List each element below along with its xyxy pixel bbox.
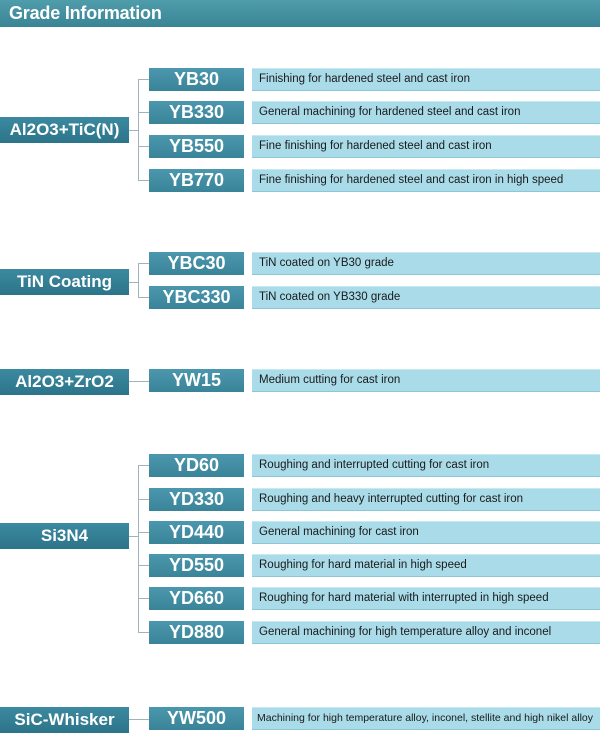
grade-code-badge: YB550	[149, 135, 244, 158]
tick-line	[138, 263, 149, 264]
tick-line	[138, 465, 149, 466]
grade-description: Medium cutting for cast iron	[252, 369, 600, 392]
grade-code-badge: YBC330	[149, 286, 244, 309]
tick-line	[138, 532, 149, 533]
grade-code-badge: YB330	[149, 101, 244, 124]
page-header	[0, 0, 600, 27]
grade-description: Fine finishing for hardened steel and cast iron	[252, 135, 600, 158]
grade-description: Fine finishing for hardened steel and cast iron in high speed	[252, 169, 600, 192]
grade-code-badge: YD330	[149, 488, 244, 511]
grade-group-al2o3-zro2	[0, 368, 600, 396]
grade-description: TiN coated on YB30 grade	[252, 252, 600, 275]
grade-description: Machining for high temperature alloy, inconel, stellite and high nikel alloy	[252, 707, 600, 730]
grade-group-sic-whisker	[0, 706, 600, 734]
grade-code-badge: YW15	[149, 369, 244, 392]
tick-line	[138, 632, 149, 633]
grade-code-badge: YB770	[149, 169, 244, 192]
grade-group-si3n4	[0, 453, 600, 648]
grade-code-badge: YB30	[149, 68, 244, 91]
category-label: Al2O3+ZrO2	[0, 369, 129, 395]
tick-line	[138, 79, 149, 80]
bracket-line	[138, 465, 139, 632]
tick-line	[138, 499, 149, 500]
grade-group-tin-coating	[0, 251, 600, 311]
category-label: TiN Coating	[0, 269, 129, 295]
grade-group-al2o3-tic	[0, 67, 600, 194]
grade-description: Finishing for hardened steel and cast iron	[252, 68, 600, 91]
tick-line	[138, 146, 149, 147]
grade-code-badge: YD60	[149, 454, 244, 477]
tick-line	[138, 180, 149, 181]
category-label: Al2O3+TiC(N)	[0, 117, 129, 143]
tick-line	[138, 297, 149, 298]
tick-line	[138, 112, 149, 113]
grade-description: TiN coated on YB330 grade	[252, 286, 600, 309]
grade-description: General machining for high temperature alloy and inconel	[252, 621, 600, 644]
bracket-line	[138, 79, 139, 180]
category-label: SiC-Whisker	[0, 707, 129, 733]
grade-code-badge: YD550	[149, 554, 244, 577]
grade-description: Roughing and heavy interrupted cutting for cast iron	[252, 488, 600, 511]
grade-description: General machining for hardened steel and cast iron	[252, 101, 600, 124]
grade-description: Roughing for hard material with interrupted in high speed	[252, 587, 600, 610]
grade-code-badge: YD660	[149, 587, 244, 610]
connector-line	[129, 719, 149, 720]
connector-line	[129, 381, 149, 382]
tick-line	[138, 598, 149, 599]
tick-line	[138, 565, 149, 566]
grade-code-badge: YD880	[149, 621, 244, 644]
page-title: Grade Information	[9, 3, 162, 23]
grade-description: Roughing and interrupted cutting for cast iron	[252, 454, 600, 477]
category-label: Si3N4	[0, 523, 129, 549]
grade-code-badge: YW500	[149, 707, 244, 730]
grade-code-badge: YD440	[149, 521, 244, 544]
grade-code-badge: YBC30	[149, 252, 244, 275]
grade-description: Roughing for hard material in high speed	[252, 554, 600, 577]
bracket-line	[138, 263, 139, 297]
grade-description: General machining for cast iron	[252, 521, 600, 544]
